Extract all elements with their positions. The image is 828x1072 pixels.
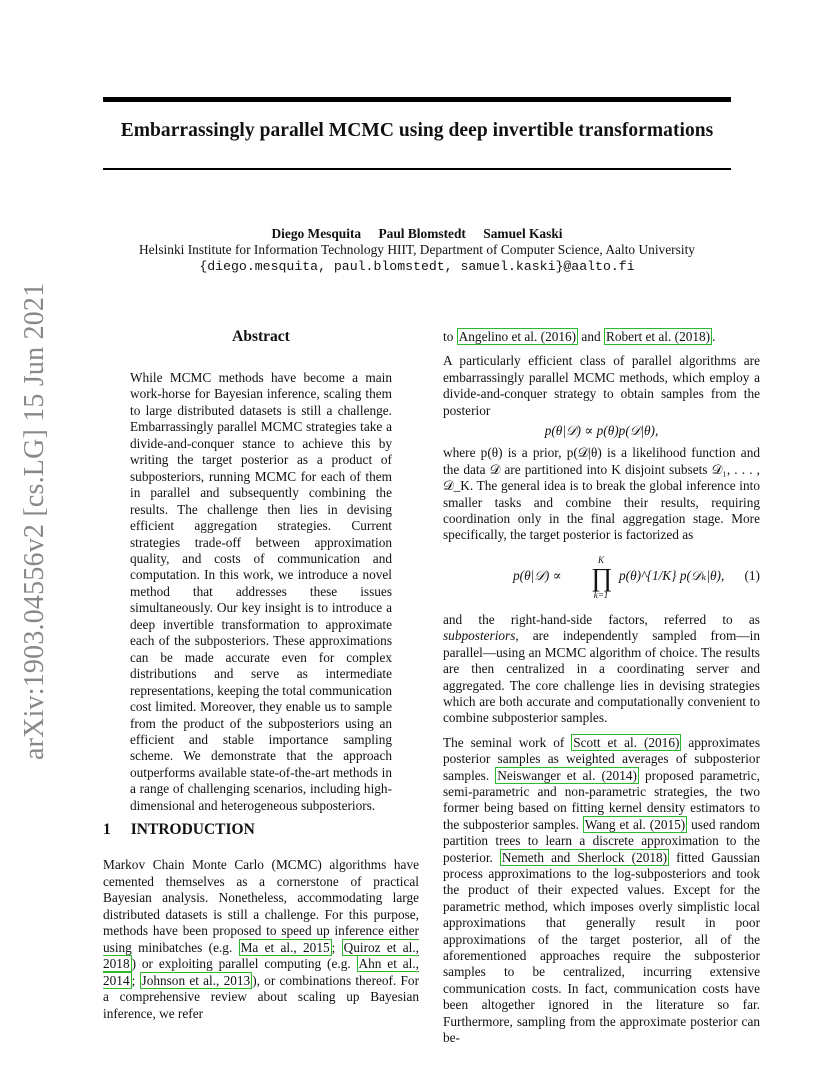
citation-link[interactable]: Neiswanger et al. (2014) [497, 767, 637, 783]
citation-link[interactable]: Quiroz et al., 2018 [103, 939, 419, 971]
emphasis-text: subposteriors [443, 628, 516, 644]
paragraph: where p(θ) is a prior, p(𝒟|θ) is a likelihood function and the data 𝒟 are partitioned into K disjoint subsets 𝒟₁, . . . , 𝒟_K. The general idea is to break the global inference into smaller tasks and combine their results, requiring coordination only in the final aggregation stage. More specifically, the target posterior is factorized as [443, 445, 760, 543]
author-list [103, 226, 731, 242]
body-text: ), or combinations thereof. For a comprehensive review about scaling up Bayesian inference, we refer [103, 972, 419, 1021]
equation-posterior: p(θ|𝒟) ∝ p(θ)p(𝒟|θ), [544, 423, 659, 439]
body-text: . [712, 329, 716, 344]
body-text: , are independently sampled from—in parallel—using an MCMC algorithm of choice. The results are then centralized in a coordinating server and aggregated. The core challenge lies in devising strategies which are both accurate and computationally convenient to combine subposterior samples. [443, 628, 760, 726]
section-number: 1 [103, 821, 111, 838]
author-name: Paul Blomstedt [378, 226, 466, 241]
citation-link[interactable]: Scott et al. (2016) [573, 734, 680, 750]
body-text: used random partition trees to learn a discrete approximation to the posterior. [443, 816, 761, 865]
abstract-text: While MCMC methods have become a main work-horse for Bayesian inference, scaling them to large distributed datasets is still a challenge. Embarrassingly parallel MCMC strategies take a divide-and-conquer stance to achieve this by writing the target posterior as a product of subposteriors, running MCMC for each of them in parallel and subsequently combining the results. The challenge then lies in devising efficient aggregation strategies. Current strategies trade-off between approximation quality, and costs of communication and computation. In this work, we introduce a novel method that addresses these issues simultaneously. Our key insight is to introduce a deep invertible transformation to approximate each of the subposteriors. These approximations can be made accurate even for complex distributions and serve as intermediate representations, keeping the total communication cost limited. Moreover, they enable us to sample from the product of the subposteriors using an efficient and stable importance sampling scheme. We demonstrate that the approach outperforms available state-of-the-art methods in a range of challenging scenarios, including high-dimensional and heterogeneous subposteriors. [130, 370, 392, 813]
product-upper-limit: K [597, 554, 604, 565]
product-lower-limit: k=1 [593, 589, 609, 600]
arxiv-stamp: arXiv:1903.04556v2 [cs.LG] 15 Jun 2021 [19, 282, 50, 760]
product-symbol: ∏ [591, 562, 613, 592]
affiliation: Helsinki Institute for Information Technology HIIT, Department of Computer Science, Aalto University [138, 242, 695, 257]
citation-link[interactable]: Nemeth and Sherlock (2018) [501, 849, 668, 865]
citation-link[interactable]: Robert et al. (2018) [605, 329, 711, 344]
intro-paragraph: Markov Chain Monte Carlo (MCMC) algorithms have cemented themselves as a cornerstone of practical Bayesian analysis. Nonetheless, accommodating large distributed datasets is still a challenge. For this purpose, methods have been proposed to speed up inference either using minibatches (e.g. Ma et al., 2015 ; Quiroz et al., 2018 ) or exploiting parallel computing (e.g. Ahn et al., 2014 ; Johnson et al., 2013 ), or combinations thereof. For a comprehensive review about scaling up Bayesian inference, we refer [103, 857, 419, 1021]
paragraph: A particularly efficient class of parallel algorithms are embarrassingly parallel MCMC methods, which employ a divide-and-conquer strategy to obtain samples from the posterior [443, 353, 760, 418]
body-text: and the right-hand-side factors, referred to as [443, 611, 760, 627]
equation-number: (1) [744, 567, 760, 583]
product-operator [591, 556, 611, 600]
equation-rhs: p(θ)^{1/K} p(𝒟ₖ|θ), [619, 567, 725, 583]
author-name: Diego Mesquita [271, 226, 362, 241]
section-heading [103, 821, 255, 839]
section-title: INTRODUCTION [130, 821, 255, 838]
author-name: Samuel Kaski [483, 226, 563, 241]
equation-1 [443, 552, 760, 604]
abstract-heading: Abstract [232, 328, 290, 345]
equation-lhs: p(θ|𝒟) ∝ [513, 567, 562, 583]
body-text: proposed parametric, semi-parametric and non-parametric strategies, the two former being based on fitting kernel density estimators to the subposterior samples. [443, 767, 760, 832]
top-rule [103, 97, 731, 102]
citation-link[interactable]: Angelino et al. (2016) [458, 329, 577, 344]
paragraph [443, 735, 760, 1047]
paragraph [443, 612, 760, 727]
body-text: Markov Chain Monte Carlo (MCMC) algorithms have cemented themselves as a cornerstone of practical Bayesian analysis. Nonetheless, accommodating large distributed datasets is still a challenge. For this purpose, methods have been proposed to speed up inference either using minibatches (e.g. [103, 857, 419, 955]
body-text: fitted Gaussian process approximations to the log-subposteriors and took the product of their expected values. Except for the parametric method, which imposes overly simplistic local approximations that generally result in poor approximations of the target posterior, all of the aforementioned approaches require the subposterior samples to be centralized, incurring extensive communication costs. In fact, communication costs have been altogether ignored in the literature so far. Furthermore, sampling from the approximate posterior can be- [443, 849, 761, 1046]
citation-link[interactable]: Ma et al., 2015 [240, 939, 330, 955]
body-text: and [578, 329, 604, 344]
body-text: ) or exploiting parallel computing (e.g. [131, 956, 357, 971]
body-text: approximates posterior samples as weighted averages of subposterior samples. [443, 734, 760, 783]
citation-link[interactable]: Wang et al. (2015) [584, 816, 686, 832]
citation-link[interactable]: Johnson et al., 2013 [141, 972, 251, 988]
paper-title: Embarrassingly parallel MCMC using deep invertible transformations [120, 120, 714, 141]
title-bottom-rule [103, 168, 731, 170]
author-emails: {diego.mesquita, paul.blomstedt, samuel.kaski}@aalto.fi [199, 259, 635, 274]
continuation-paragraph [443, 329, 760, 345]
right-column [443, 329, 760, 1054]
citation-link[interactable]: Ahn et al., 2014 [103, 956, 419, 988]
body-text: The seminal work of [443, 734, 572, 750]
body-text: to [443, 329, 457, 344]
